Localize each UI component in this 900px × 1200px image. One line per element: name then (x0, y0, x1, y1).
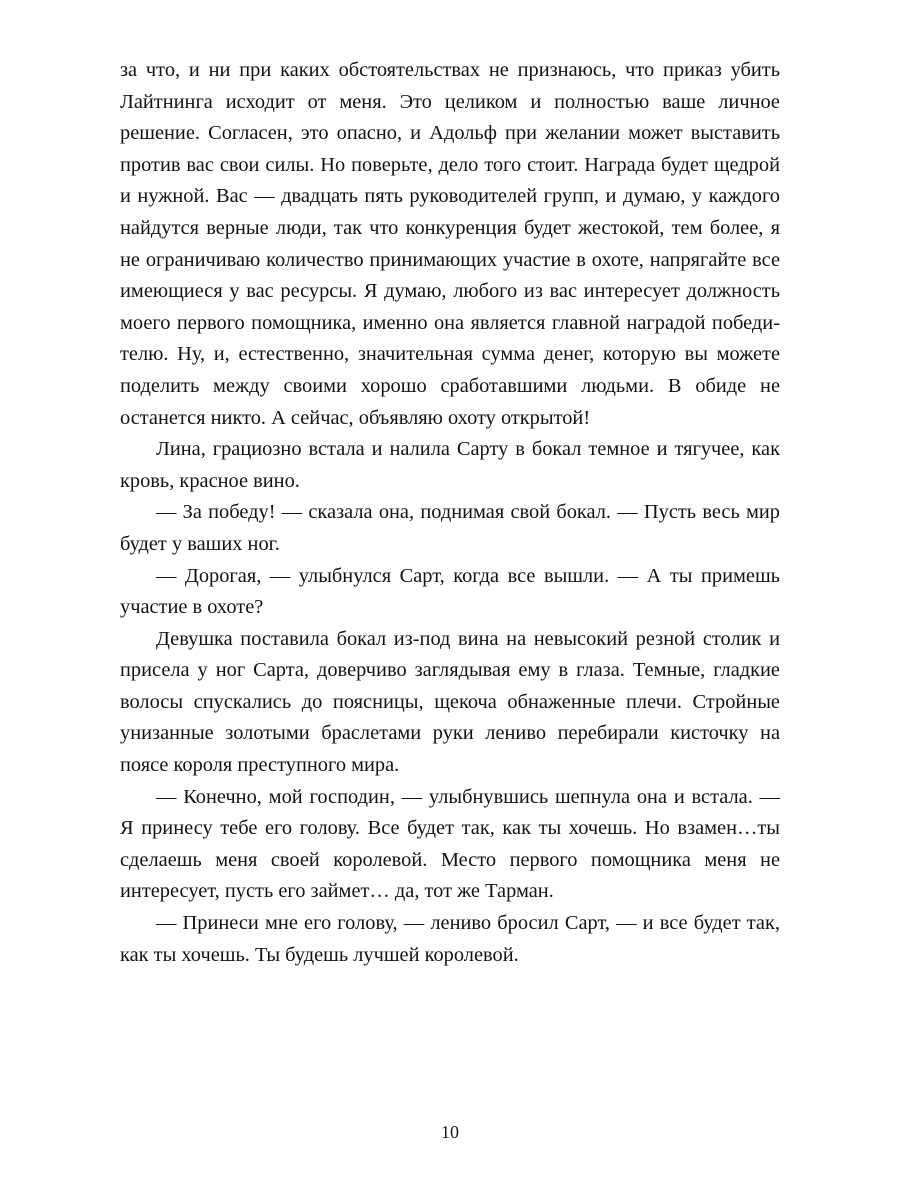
body-text (120, 55, 780, 971)
paragraph: — Дорогая, — улыбнулся Сарт, когда все вышли. — А ты примешь участие в охоте? (120, 564, 780, 619)
paragraph: — Конечно, мой господин, — улыбнувшись шепнула она и встала. — Я принесу тебе его голову. Все будет так, как ты хочешь. Но взамен…ты сделаешь меня своей королевой. Место первого помощника меня не интересует, пусть его займет… да, тот же Тарман. (120, 785, 780, 903)
paragraph: за что, и ни при каких обстоятельствах не признаюсь, что приказ убить Лайтнинга исходит от меня. Это целиком и полностью ваше личное решение. Согласен, это опасно, и Адольф при желании может выставить против вас свои силы. Но поверьте, дело того стоит. Награда будет щедрой и нужной. Вас — двадцать пять руководителей групп, и думаю, у каждого найдутся верные люди, так что конкуренция будет жестокой, тем более, я не ограничиваю количество принимающих участие в охоте, напрягайте все имеющиеся у вас ресурсы. Я думаю, любого из вас интересует должность моего первого помощника, именно она является главной наградой победителю. Ну, и, естественно, значительная сумма денег, которую вы можете поделить между своими хорошо сработавшими людьми. В обиде не останется никто. А сейчас, объявляю охоту открытой! (120, 59, 780, 429)
paragraph: Лина, грациозно встала и налила Сарту в бокал темное и тягучее, как кровь, красное вино. (120, 438, 780, 492)
paragraph: — Принеси мне его голову, — лениво бросил Сарт, — и все будет так, как ты хочешь. Ты будешь лучшей королевой. (120, 912, 780, 966)
paragraph: — За победу! — сказала она, поднимая свой бокал. — Пусть весь мир будет у ваших ног. (120, 501, 780, 555)
page-number: 10 (441, 1122, 459, 1142)
paragraph: Девушка поставила бокал из-под вина на невысокий резной столик и присела у ног Сарта, доверчиво заглядывая ему в глаза. Темные, гладкие волосы спускались до поясницы, щекоча обнаженные плечи. Стройные унизанные золотыми браслетами руки лениво перебирали кисточку на поясе короля преступного мира. (120, 627, 780, 777)
